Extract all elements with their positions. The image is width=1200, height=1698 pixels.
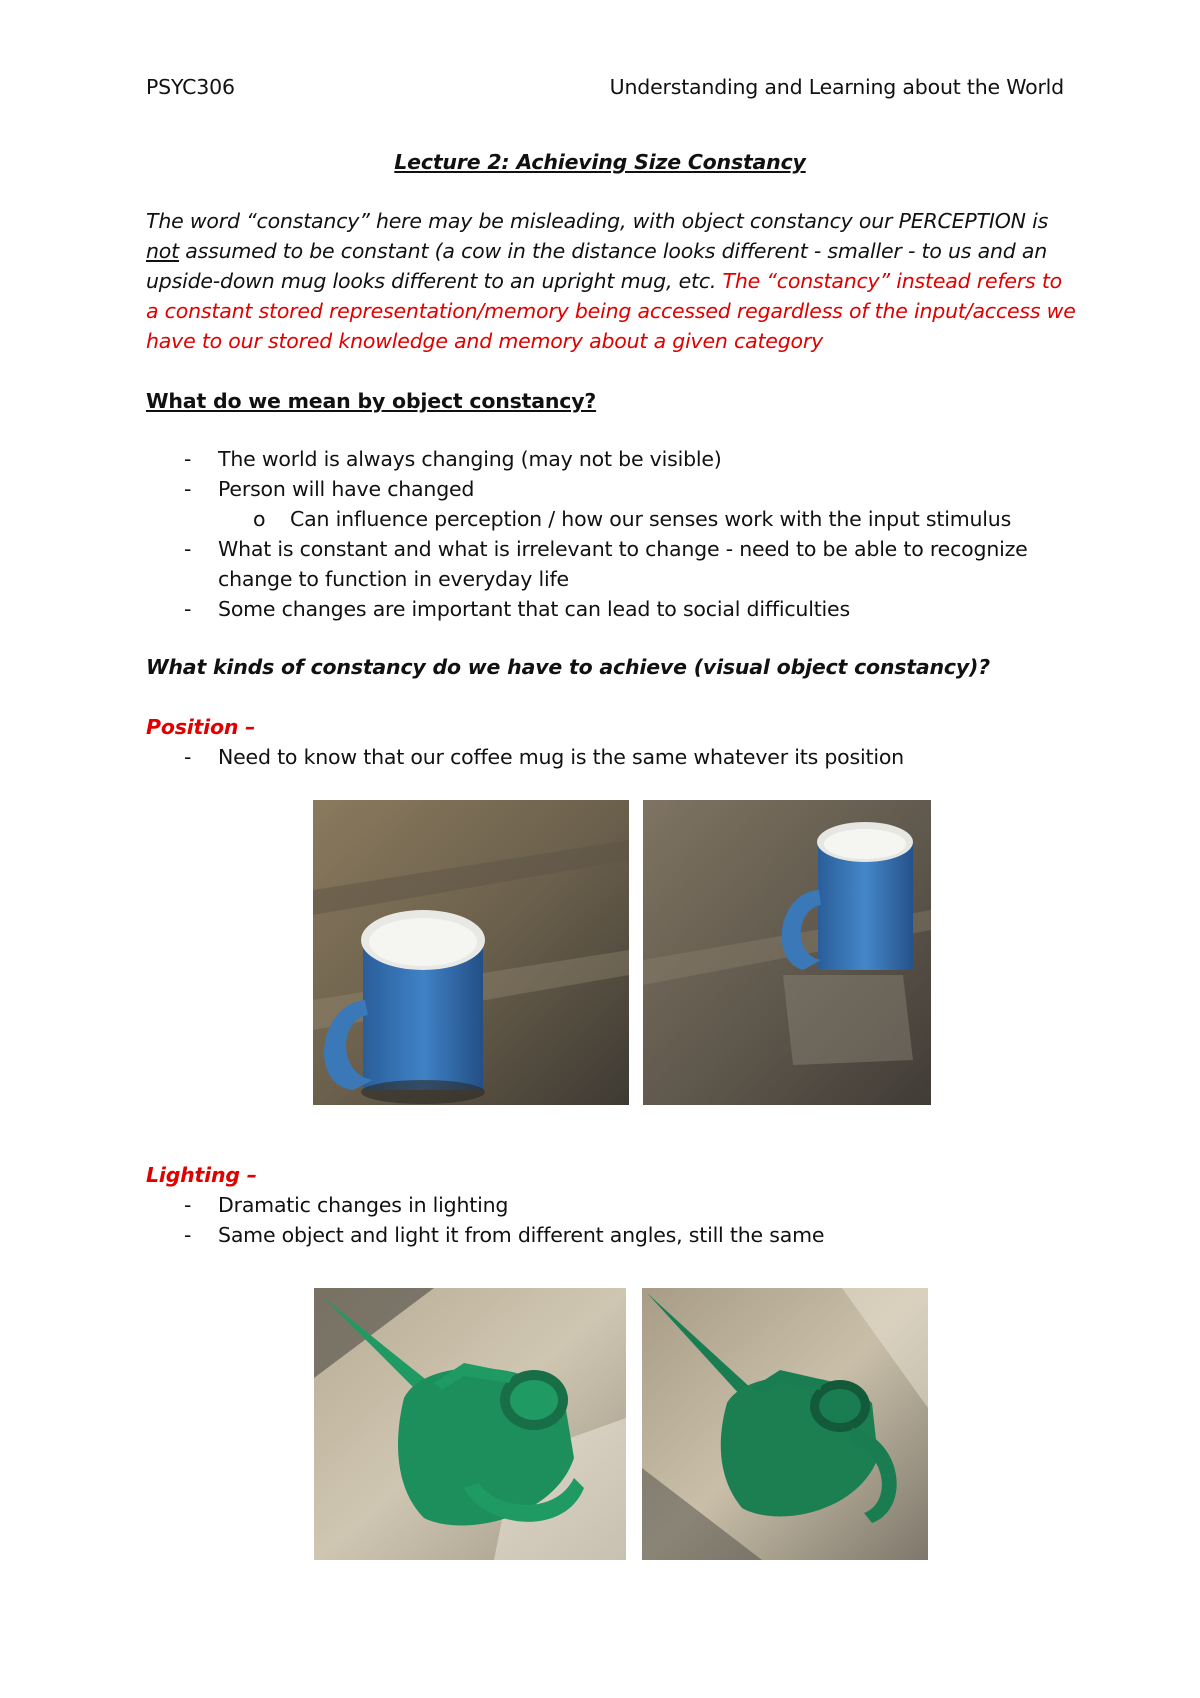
intro-red-text: The “constancy” instead refers to a constant stored representation/memory being accessed regardless of the input/access we have to our stored knowledge and memory about a given category [146, 269, 1076, 353]
list-item-continuation: change to function in everyday life [218, 567, 569, 591]
mug-photo-left [313, 800, 629, 1105]
bullet-dash: - [184, 537, 192, 561]
list-item: Same object and light it from different angles, still the same [218, 1223, 825, 1247]
bullet-dash: - [184, 597, 192, 621]
position-heading: Position – [146, 715, 256, 739]
sub-bullet-marker: o [253, 507, 266, 531]
sub-list-item: Can influence perception / how our senses work with the input stimulus [290, 507, 1012, 531]
bullet-dash: - [184, 447, 192, 471]
watering-can-photo-left [314, 1288, 626, 1560]
lighting-heading: Lighting – [146, 1163, 257, 1187]
mug-photo-right [643, 800, 931, 1105]
bullet-dash: - [184, 477, 192, 501]
emphasis-not: not [146, 239, 179, 263]
bullet-dash: - [184, 745, 192, 769]
section-heading-kinds-of-constancy: What kinds of constancy do we have to achieve (visual object constancy)? [146, 655, 990, 679]
intro-paragraph: The word “constancy” here may be misleading, with object constancy our PERCEPTION is not assumed to be constant (a cow in the distance looks different - smaller - to us and an upside-down mug looks different to an upright mug, etc. The “constancy” instead refers to a constant stored representation/memory being accessed regardless of the input/access we have to our stored knowledge and memory about a given category [146, 209, 1076, 353]
list-item: Person will have changed [218, 477, 475, 501]
list-item: Need to know that our coffee mug is the same whatever its position [218, 745, 904, 769]
list-item: Dramatic changes in lighting [218, 1193, 509, 1217]
list-item: What is constant and what is irrelevant to change - need to be able to recognize [218, 537, 1028, 561]
list-item: Some changes are important that can lead to social difficulties [218, 597, 850, 621]
bullet-dash: - [184, 1223, 192, 1247]
bullet-dash: - [184, 1193, 192, 1217]
module-title: Understanding and Learning about the World [609, 75, 1064, 99]
lecture-title: Lecture 2: Achieving Size Constancy [394, 150, 806, 174]
course-code: PSYC306 [146, 75, 235, 99]
list-item: The world is always changing (may not be visible) [218, 447, 722, 471]
section-heading-object-constancy: What do we mean by object constancy? [146, 389, 597, 413]
watering-can-photo-right [642, 1288, 928, 1560]
